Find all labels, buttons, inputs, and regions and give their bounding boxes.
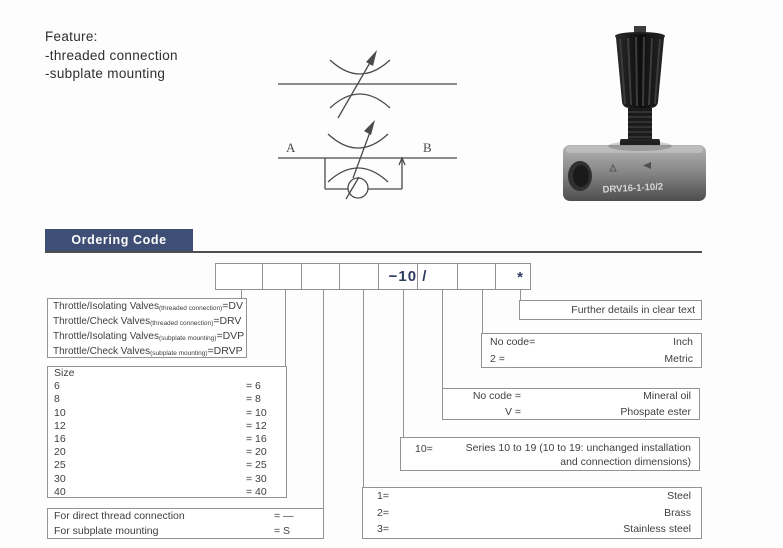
size-row [48, 393, 286, 406]
valve-type-table [47, 298, 247, 358]
further-details-box: Further details in clear text [519, 300, 702, 320]
connector-line-3 [323, 289, 324, 508]
arrow-head-top [366, 50, 377, 66]
size-code: = 40 [246, 485, 267, 498]
valve-type-qualifier: (subplate mounting) [158, 335, 217, 342]
fluid-code: No code = [472, 390, 521, 402]
mounting-row [48, 524, 323, 539]
check-valve-symbol [348, 178, 368, 198]
connector-line-2 [285, 289, 286, 366]
size-code: = 25 [246, 459, 267, 472]
code-box-7 [457, 263, 496, 290]
size-value: 6 [54, 380, 60, 393]
size-code: = 12 [246, 419, 267, 432]
size-row [48, 473, 286, 486]
material-code: 1= [377, 490, 389, 502]
material-row [363, 505, 701, 522]
series-code-value: −10 / [388, 268, 428, 285]
valve-type-qualifier: (threaded connection) [158, 305, 223, 312]
fluid-value: Mineral oil [643, 390, 691, 402]
size-value: 10 [54, 406, 66, 419]
valve-type-row [48, 314, 246, 329]
fluid-code: V = [504, 405, 521, 418]
units-row [482, 351, 701, 368]
size-code: = 10 [246, 406, 267, 419]
connector-line-5 [403, 289, 404, 437]
units-code: No code= [490, 336, 536, 348]
units-value: Inch [673, 336, 693, 348]
valve-model-label: DRV16-1-10/2 [602, 181, 664, 196]
feature-block [45, 28, 178, 84]
size-row [48, 380, 286, 393]
ordering-code-box-row [215, 263, 531, 290]
connector-line-7 [482, 289, 483, 333]
material-row [363, 521, 701, 538]
code-box-3 [301, 263, 340, 290]
mounting-table [47, 508, 324, 539]
material-value: Stainless steel [623, 523, 691, 535]
valve-type-name: Throttle/Isolating Valves [53, 301, 159, 312]
series-description-line1: Series 10 to 19 (10 to 19: unchanged installation [465, 442, 691, 454]
size-code: = 16 [246, 432, 267, 445]
mounting-code: = — [274, 510, 294, 522]
valve-type-row [48, 344, 246, 359]
valve-type-name: Throttle/Isolating Valves [53, 331, 159, 342]
size-table [47, 366, 287, 498]
units-row [482, 334, 701, 351]
material-code: 3= [377, 523, 389, 535]
feature-item-subplate: -subplate mounting [45, 66, 166, 81]
material-value: Brass [664, 506, 691, 519]
section-divider-line [45, 251, 702, 253]
size-code: = 8 [246, 393, 261, 406]
size-value: 8 [54, 393, 60, 406]
material-value: Steel [667, 490, 691, 502]
series-description [466, 441, 691, 469]
connector-line-6 [442, 289, 443, 388]
units-value: Metric [664, 353, 693, 365]
valve-type-qualifier: (threaded connection) [150, 320, 214, 327]
series-description-line2: and connection dimensions) [560, 456, 691, 468]
valve-type-row [48, 329, 246, 344]
size-row [48, 407, 286, 420]
material-box [362, 487, 702, 539]
valve-type-row [48, 299, 246, 314]
connector-line-4 [363, 289, 364, 487]
size-value: 25 [54, 459, 66, 472]
series-box [400, 437, 700, 471]
arrow-head-bottom [364, 120, 375, 135]
size-row [48, 446, 286, 459]
units-code: 2 = [490, 353, 505, 365]
valve-type-code: =DV [222, 300, 243, 312]
size-row [48, 486, 286, 499]
material-code: 2= [377, 506, 389, 519]
port-a-label: A [286, 140, 296, 155]
size-value: 20 [54, 446, 66, 459]
size-code: = 20 [246, 446, 267, 459]
valve-type-qualifier: (subplate mounting) [150, 350, 208, 357]
port-b-label: B [423, 140, 432, 155]
fluid-box [442, 388, 700, 420]
valve-type-code: =DRV [213, 315, 242, 327]
clear-text-star: * [517, 269, 523, 286]
feature-title: Feature: [45, 29, 98, 44]
code-box-4 [339, 263, 379, 290]
material-row [363, 488, 701, 505]
valve-type-code: =DVP [216, 330, 245, 342]
code-box-1 [215, 263, 263, 290]
mounting-code: = S [274, 525, 291, 537]
valve-type-name: Throttle/Check Valves [53, 346, 151, 357]
series-code: 10= [415, 443, 433, 455]
valve-type-name: Throttle/Check Valves [53, 316, 151, 327]
fluid-row [443, 389, 699, 405]
size-table-title: Size [54, 367, 75, 379]
size-value: 12 [54, 419, 66, 432]
connector-line-8 [520, 289, 521, 300]
size-row [48, 459, 286, 472]
mounting-row [48, 509, 323, 524]
size-value: 30 [54, 472, 66, 485]
fluid-row [443, 405, 699, 421]
size-code: = 6 [246, 380, 261, 393]
mounting-name: For direct thread connection [54, 510, 185, 522]
code-box-2 [262, 263, 302, 290]
fluid-value: Phospate ester [620, 405, 691, 418]
valve-product-photo [550, 18, 720, 213]
size-row [48, 420, 286, 433]
size-code: = 30 [246, 472, 267, 485]
size-value: 40 [54, 485, 66, 498]
mounting-name: For subplate mounting [54, 525, 159, 537]
hydraulic-symbol-diagram [265, 25, 475, 215]
connector-line-1 [241, 289, 242, 298]
feature-item-threaded: -threaded connection [45, 47, 178, 63]
ordering-code-banner: Ordering Code [45, 229, 193, 252]
size-value: 16 [54, 432, 66, 445]
size-row [48, 433, 286, 446]
units-box [481, 333, 702, 368]
valve-type-code: =DRVP [207, 345, 243, 357]
